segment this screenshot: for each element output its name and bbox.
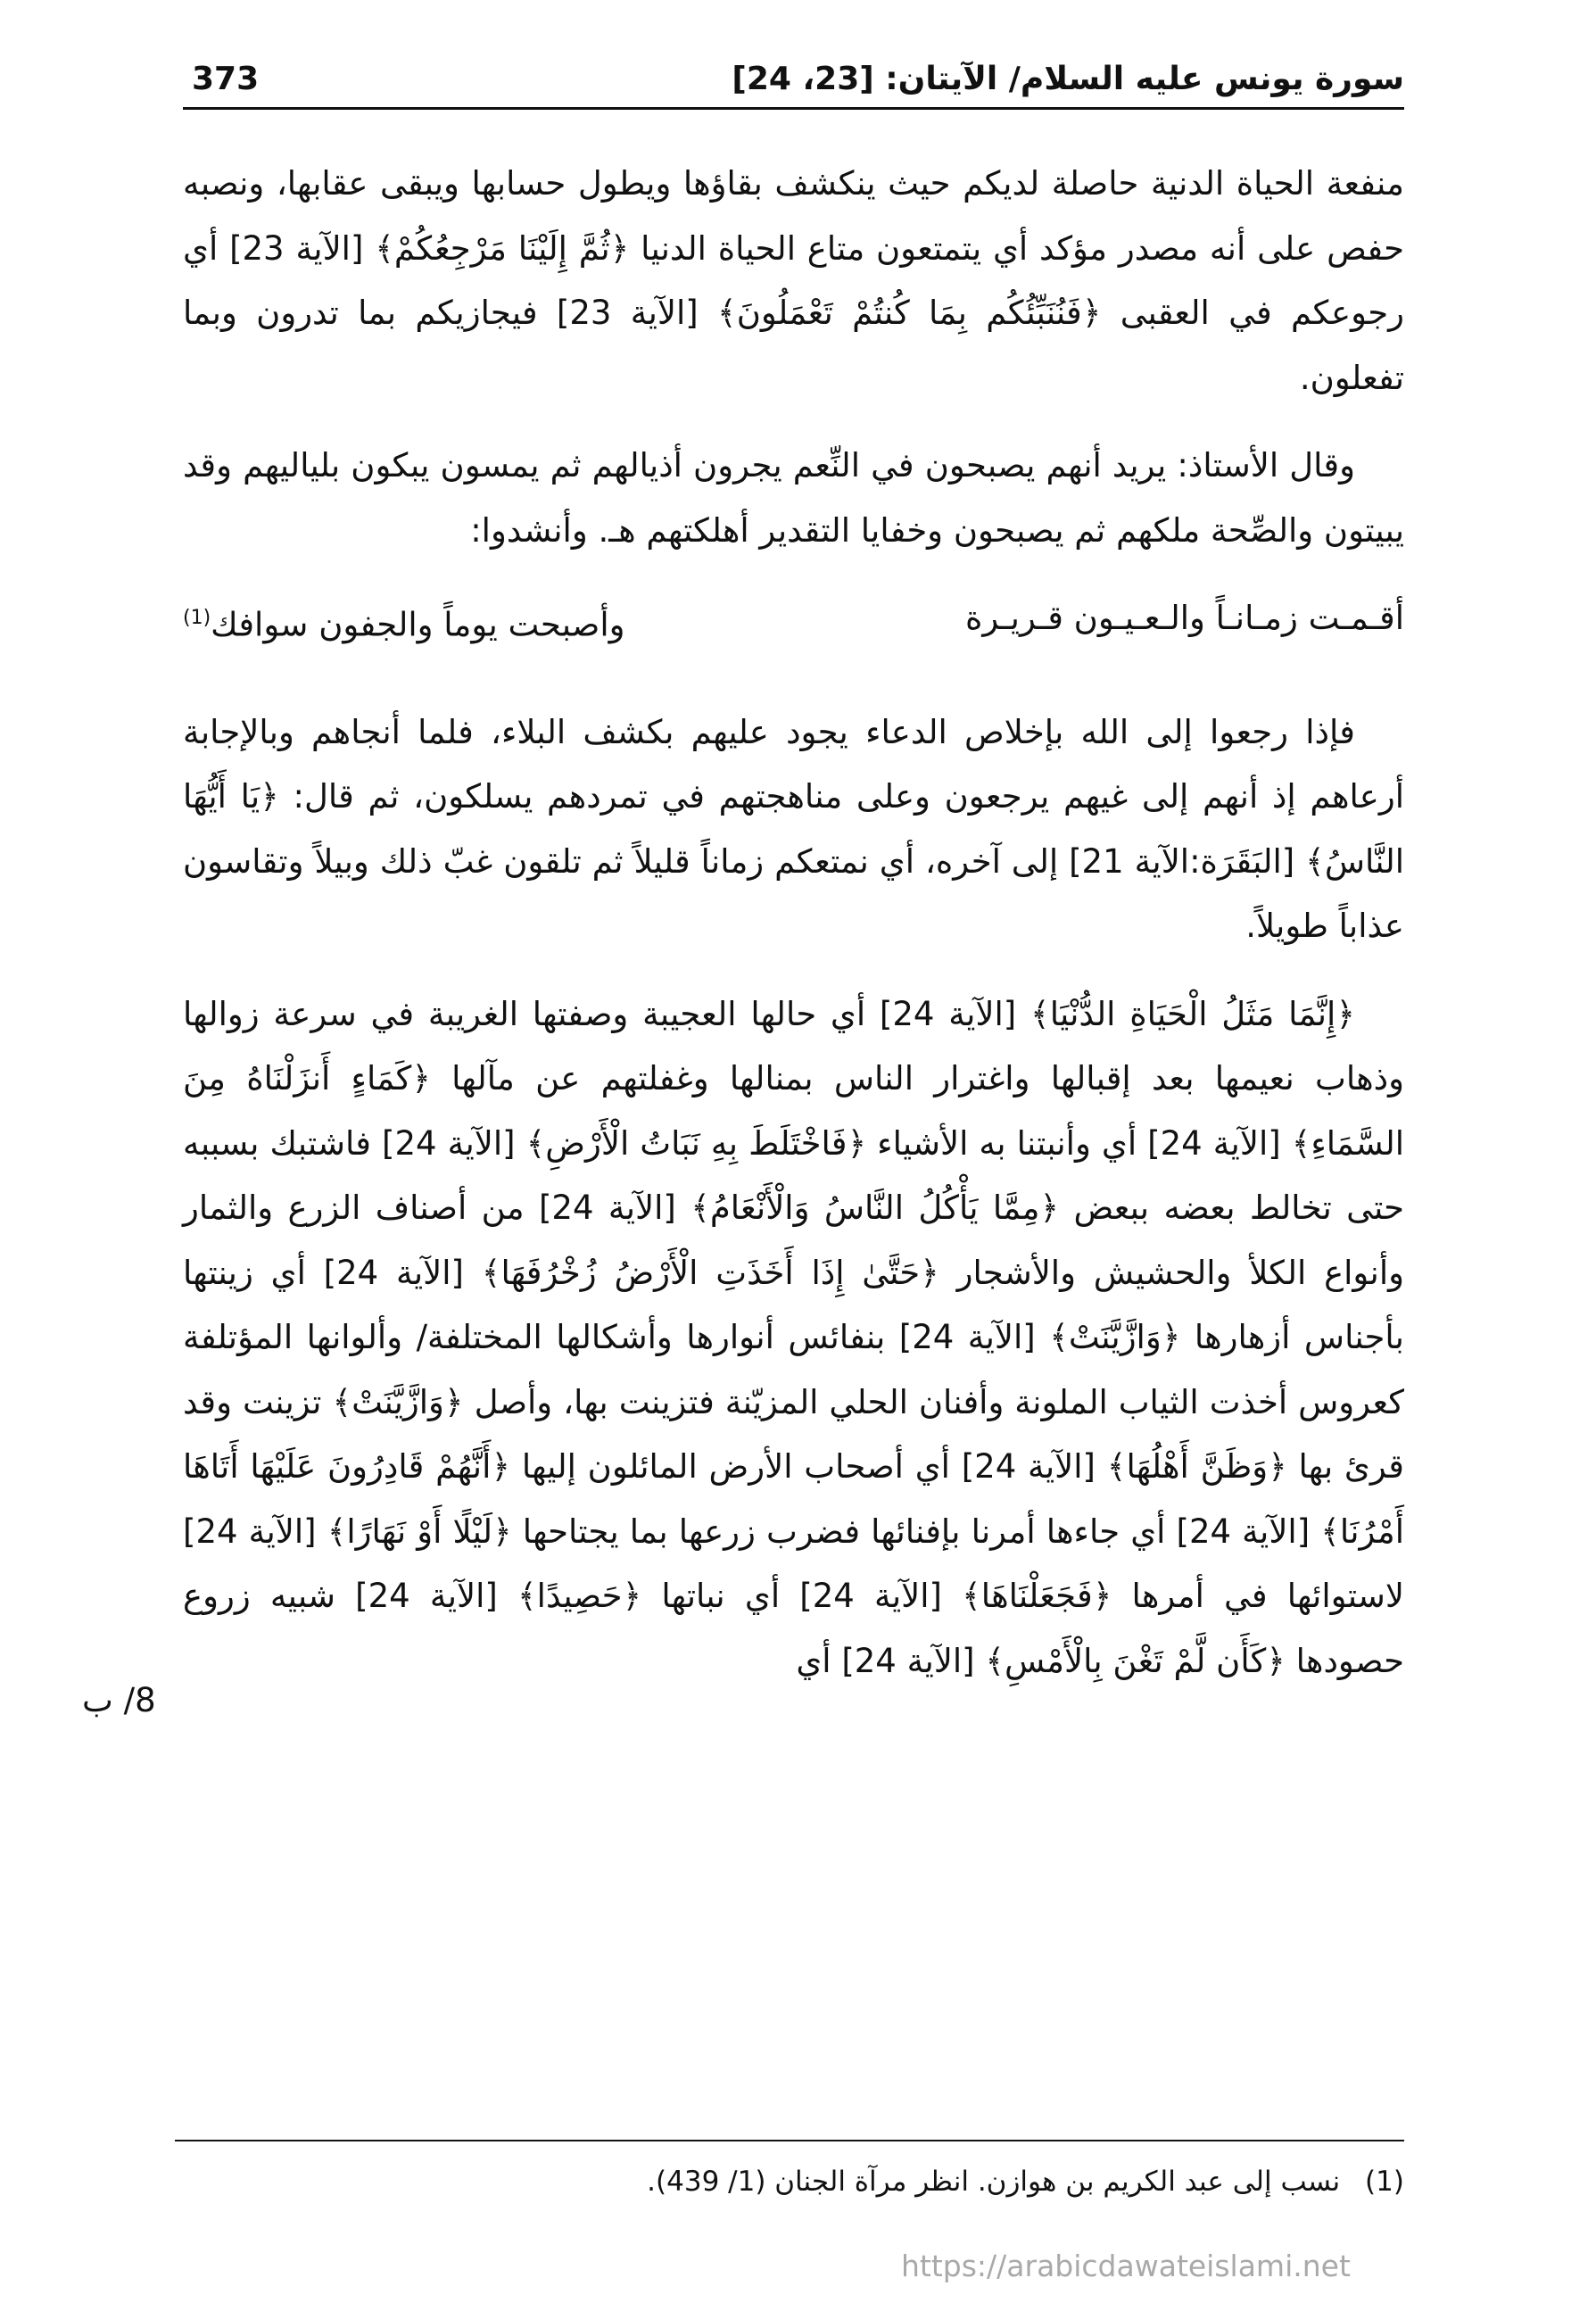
paragraph-2: وقال الأستاذ: يريد أنهم يصبحون في النِّعم يجرون أذيالهم ثم يمسون يبكون بلياليهم وقد يبيتون والصِّحة ملكهم ثم يصبحون وخفايا التقدير أهلكتهم هـ. وأنشدوا: [183, 446, 1404, 550]
manuscript-folio-note: 8/ ب [82, 1681, 156, 1719]
verse-first-hemistich: أقـمـت زمـانـاً والـعـيـون قـريـرة [965, 599, 1404, 637]
footnote-text: نسب إلى عبد الكريم بن هوازن. انظر مرآة الجنان (1/ 439). [647, 2166, 1341, 2198]
footnote-reference[interactable]: (1) [183, 607, 211, 629]
paragraph-3: فإذا رجعوا إلى الله بإخلاص الدعاء يجود عليهم بكشف البلاء، فلما أنجاهم وبالإجابة أرعاهم إذ أنهم إلى غيهم يرجعون وعلى مناهجتهم في تمردهم يسلكون، ثم قال: ﴿يَا أَيُّهَا النَّاسُ﴾ [البَقَرَة:الآية 21] إلى آخره، أي نمتعكم زماناً قليلاً ثم تلقون غبّ ذلك وبيلاً وتقاسون عذاباً طويلاً. [183, 712, 1404, 946]
paragraph-1: منفعة الحياة الدنية حاصلة لديكم حيث ينكشف بقاؤها ويطول حسابها ويبقى عقابها، ونصبه حفص على أنه مصدر مؤكد أي يتمتعون متاع الحياة الدنيا ﴿ثُمَّ إِلَيْنَا مَرْجِعُكُمْ﴾ [الآية 23] أي رجوعكم في العقبى ﴿فَنُنَبِّئُكُم بِمَا كُنتُمْ تَعْمَلُونَ﴾ [الآية 23] فيجازيكم بما تدرون وبما تفعلون. [183, 164, 1405, 397]
page-number: 373 [192, 61, 260, 97]
running-title: سورة يونس عليه السلام/ الآيتان: [23، 24] [732, 61, 1404, 97]
paragraph-4: ﴿إِنَّمَا مَثَلُ الْحَيَاةِ الدُّنْيَا﴾ [الآية 24] أي حالها العجيبة وصفتها الغريبة في سرعة زوالها وذهاب نعيمها بعد إقبالها واغترار الناس بمنالها وغفلتهم عن مآلها ﴿كَمَاءٍ أَنزَلْنَاهُ مِنَ السَّمَاءِ﴾ [الآية 24] أي وأنبتنا به الأشياء ﴿فَاخْتَلَطَ بِهِ نَبَاتُ الْأَرْضِ﴾ [الآية 24] فاشتبك بسببه حتى تخالط بعضه ببعض ﴿مِمَّا يَأْكُلُ النَّاسُ وَالْأَنْعَامُ﴾ [الآية 24] من أصناف الزرع والثمار وأنواع الكلأ والحشيش والأشجار ﴿حَتَّىٰ إِذَا أَخَذَتِ الْأَرْضُ زُخْرُفَهَا﴾ [الآية 24] أي زينتها بأجناس أزهارها ﴿وَازَّيَّنَتْ﴾ [الآية 24] بنفائس أنوارها وأشكالها المختلفة/ وألوانها المؤتلفة كعروس أخذت الثياب الملونة وأفنان الحلي المزيّنة فتزينت بها، وأصل ﴿وَازَّيَّنَتْ﴾ تزينت وقد قرئ بها ﴿وَظَنَّ أَهْلُهَا﴾ [الآية 24] أي أصحاب الأرض المائلون إليها ﴿أَنَّهُمْ قَادِرُونَ عَلَيْهَا أَتَاهَا أَمْرُنَا﴾ [الآية 24] أي جاءها أمرنا بإفنائها فضرب زرعها بما يجتاحها ﴿لَيْلًا أَوْ نَهَارًا﴾ [الآية 24] لاستوائها في أمرها ﴿فَجَعَلْنَاهَا﴾ [الآية 24] أي نباتها ﴿حَصِيدًا﴾ [الآية 24] شبيه زروع حصودها ﴿كَأَن لَّمْ تَغْنَ بِالْأَمْسِ﴾ [الآية 24] أي [183, 994, 1405, 1680]
footnote-divider [175, 2140, 1404, 2141]
page-body [183, 152, 1404, 1717]
watermark-url: https://arabicdawateislami.net [901, 2249, 1351, 2283]
footnote [183, 2159, 1404, 2204]
verse-second-hemistich: وأصبحت يوماً والجفون سوافك(1) [183, 586, 624, 658]
page-header [183, 52, 1404, 110]
poetry-verse [183, 586, 1404, 658]
footnote-number: (1) [1365, 2166, 1404, 2198]
